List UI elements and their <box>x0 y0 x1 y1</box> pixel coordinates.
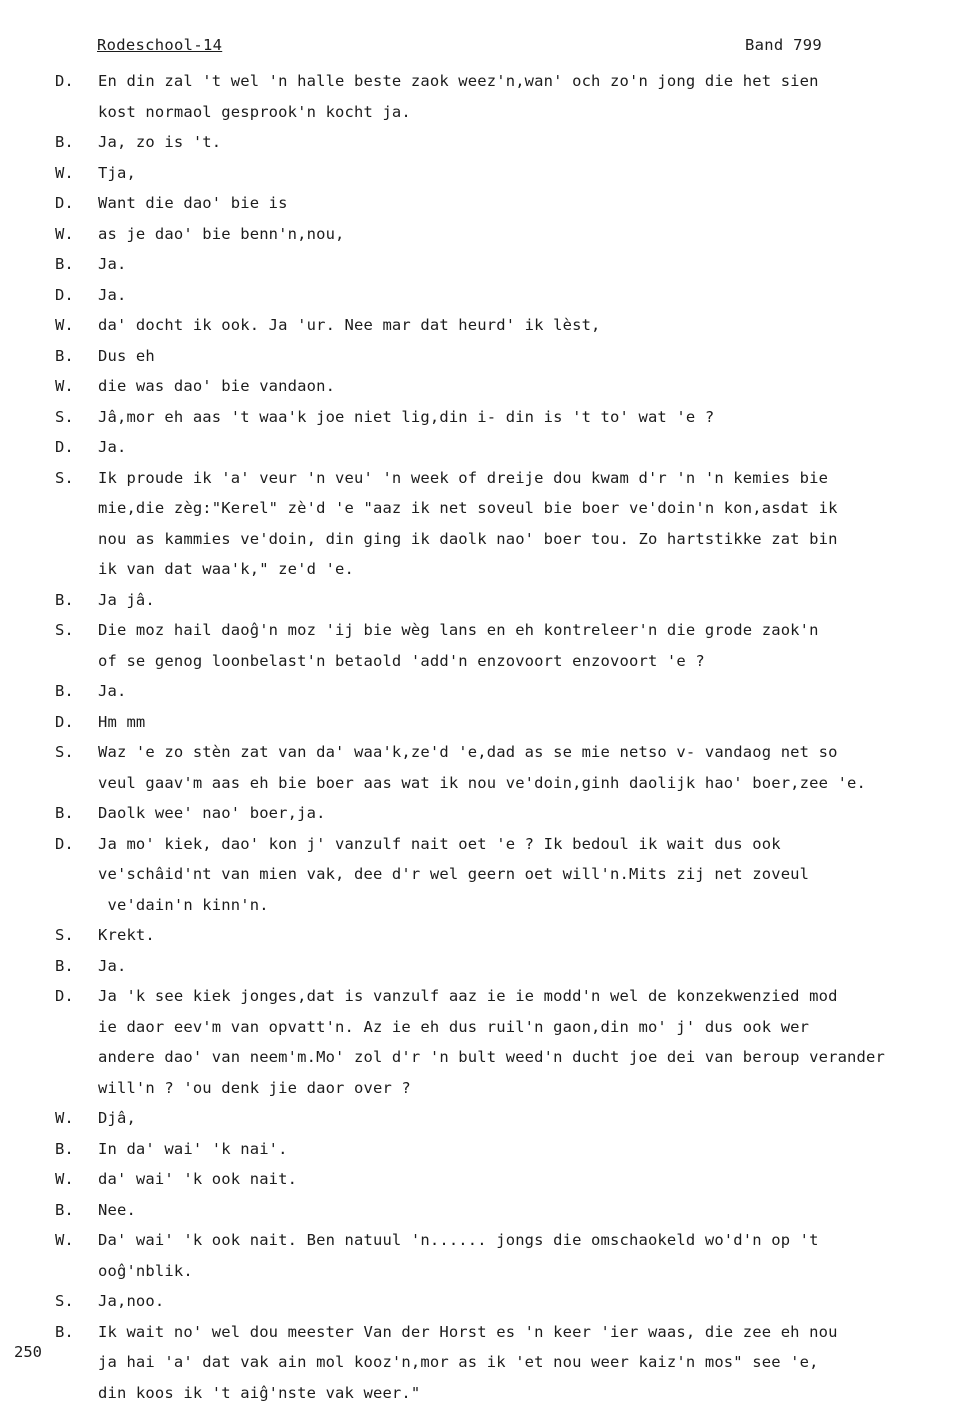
band-number: Band 799 <box>745 36 822 54</box>
transcript-turn <box>0 463 973 585</box>
utterance-line: Krekt. <box>98 920 958 951</box>
transcript-turn <box>0 1286 973 1317</box>
speaker-label: B. <box>55 1317 91 1348</box>
utterance-line: veul gaav'm aas eh bie boer aas wat ik nou ve'doin,ginh daolijk hao' boer,zee 'e. <box>98 768 958 799</box>
utterance-line: Want die dao' bie is <box>98 188 958 219</box>
transcript-turn <box>0 829 973 921</box>
transcript-turn <box>0 1103 973 1134</box>
transcript-turn <box>0 432 973 463</box>
speaker-label: B. <box>55 951 91 982</box>
utterance <box>98 219 958 250</box>
utterance-line: Nee. <box>98 1195 958 1226</box>
transcript-turn <box>0 951 973 982</box>
speaker-label: D. <box>55 280 91 311</box>
utterance-line: ve'dain'n kinn'n. <box>98 890 958 921</box>
utterance-line: In da' wai' 'k nai'. <box>98 1134 958 1165</box>
utterance <box>98 676 958 707</box>
transcript-turn <box>0 585 973 616</box>
transcript-turn <box>0 1225 973 1286</box>
utterance-line: mie,die zèg:"Kerel" zè'd 'e "aaz ik net soveul bie boer ve'doin'n kon,asdat ik <box>98 493 958 524</box>
utterance-line: Hm mm <box>98 707 958 738</box>
utterance <box>98 829 958 921</box>
utterance <box>98 188 958 219</box>
utterance-line: Ja. <box>98 249 958 280</box>
speaker-label: W. <box>55 310 91 341</box>
transcript-turn <box>0 280 973 311</box>
utterance <box>98 402 958 433</box>
transcript-turn <box>0 249 973 280</box>
speaker-label: S. <box>55 402 91 433</box>
utterance-line: Ja,noo. <box>98 1286 958 1317</box>
utterance <box>98 1103 958 1134</box>
transcript-turn <box>0 615 973 676</box>
document-title: Rodeschool-14 <box>97 36 222 54</box>
utterance-line: Die moz hail daoĝ'n moz 'ij bie wèg lans en eh kontreleer'n die grode zaok'n <box>98 615 958 646</box>
utterance-line: Ja jâ. <box>98 585 958 616</box>
utterance <box>98 981 958 1103</box>
transcript-turn <box>0 981 973 1103</box>
speaker-label: D. <box>55 707 91 738</box>
utterance <box>98 341 958 372</box>
margin-page-number: 250 <box>14 1343 42 1361</box>
transcript-turn <box>0 1164 973 1195</box>
utterance-line: Ja. <box>98 951 958 982</box>
utterance <box>98 615 958 676</box>
utterance <box>98 707 958 738</box>
utterance-line: ve'schâid'nt van mien vak, dee d'r wel geern oet will'n.Mits zij net zoveul <box>98 859 958 890</box>
utterance-line: din koos ik 't aiĝ'nste vak weer." <box>98 1378 958 1408</box>
speaker-label: S. <box>55 463 91 494</box>
transcript-turn <box>0 402 973 433</box>
utterance <box>98 310 958 341</box>
speaker-label: B. <box>55 127 91 158</box>
transcript-turn <box>0 707 973 738</box>
utterance-line: Ja 'k see kiek jonges,dat is vanzulf aaz ie ie modd'n wel de konzekwenzied mod <box>98 981 958 1012</box>
speaker-label: B. <box>55 585 91 616</box>
utterance <box>98 1317 958 1408</box>
utterance-line: Daolk wee' nao' boer,ja. <box>98 798 958 829</box>
transcript-turn <box>0 1317 973 1408</box>
utterance <box>98 1195 958 1226</box>
transcript-body <box>0 66 973 1408</box>
utterance <box>98 585 958 616</box>
utterance <box>98 463 958 585</box>
utterance-line: die was dao' bie vandaon. <box>98 371 958 402</box>
speaker-label: S. <box>55 920 91 951</box>
utterance <box>98 920 958 951</box>
utterance <box>98 249 958 280</box>
speaker-label: D. <box>55 432 91 463</box>
transcript-turn <box>0 219 973 250</box>
speaker-label: B. <box>55 798 91 829</box>
utterance-line: nou as kammies ve'doin, din ging ik daolk nao' boer tou. Zo hartstikke zat bin <box>98 524 958 555</box>
speaker-label: S. <box>55 615 91 646</box>
speaker-label: D. <box>55 829 91 860</box>
transcript-turn <box>0 127 973 158</box>
utterance <box>98 432 958 463</box>
transcript-turn <box>0 310 973 341</box>
transcript-turn <box>0 66 973 127</box>
utterance <box>98 1134 958 1165</box>
utterance-line: of se genog loonbelast'n betaold 'add'n enzovoort enzovoort 'e ? <box>98 646 958 677</box>
utterance-line: will'n ? 'ou denk jie daor over ? <box>98 1073 958 1104</box>
speaker-label: B. <box>55 1195 91 1226</box>
transcript-turn <box>0 1134 973 1165</box>
utterance <box>98 1225 958 1286</box>
utterance-line: ie daor eev'm van opvatt'n. Az ie eh dus ruil'n gaon,din mo' j' dus ook wer <box>98 1012 958 1043</box>
speaker-label: B. <box>55 249 91 280</box>
speaker-label: D. <box>55 188 91 219</box>
transcript-turn <box>0 920 973 951</box>
utterance-line: ooĝ'nblik. <box>98 1256 958 1287</box>
utterance-line: Waz 'e zo stèn zat van da' waa'k,ze'd 'e,dad as se mie netso v- vandaog net so <box>98 737 958 768</box>
utterance <box>98 280 958 311</box>
speaker-label: S. <box>55 737 91 768</box>
utterance <box>98 1286 958 1317</box>
transcript-turn <box>0 737 973 798</box>
transcript-turn <box>0 371 973 402</box>
utterance-line: as je dao' bie benn'n,nou, <box>98 219 958 250</box>
utterance-line: Ja. <box>98 676 958 707</box>
speaker-label: W. <box>55 1103 91 1134</box>
utterance-line: Da' wai' 'k ook nait. Ben natuul 'n...... jongs die omschaokeld wo'd'n op 't <box>98 1225 958 1256</box>
transcript-turn <box>0 1195 973 1226</box>
utterance <box>98 66 958 127</box>
utterance-line: da' wai' 'k ook nait. <box>98 1164 958 1195</box>
utterance-line: Dus eh <box>98 341 958 372</box>
utterance <box>98 127 958 158</box>
utterance-line: ja hai 'a' dat vak ain mol kooz'n,mor as ik 'et nou weer kaiz'n mos" see 'e, <box>98 1347 958 1378</box>
utterance-line: En din zal 't wel 'n halle beste zaok weez'n,wan' och zo'n jong die het sien <box>98 66 958 97</box>
utterance <box>98 737 958 798</box>
transcript-turn <box>0 798 973 829</box>
utterance-line: Ik proude ik 'a' veur 'n veu' 'n week of dreije dou kwam d'r 'n 'n kemies bie <box>98 463 958 494</box>
speaker-label: B. <box>55 676 91 707</box>
utterance <box>98 798 958 829</box>
utterance-line: Tja, <box>98 158 958 189</box>
speaker-label: S. <box>55 1286 91 1317</box>
utterance <box>98 158 958 189</box>
utterance-line: andere dao' van neem'm.Mo' zol d'r 'n bult weed'n ducht joe dei van beroup verander <box>98 1042 958 1073</box>
speaker-label: B. <box>55 1134 91 1165</box>
speaker-label: W. <box>55 158 91 189</box>
utterance <box>98 1164 958 1195</box>
transcript-turn <box>0 676 973 707</box>
speaker-label: D. <box>55 981 91 1012</box>
utterance-line: Ja. <box>98 280 958 311</box>
utterance-line: kost normaol gesprook'n kocht ja. <box>98 97 958 128</box>
transcript-turn <box>0 341 973 372</box>
speaker-label: W. <box>55 371 91 402</box>
utterance-line: Ik wait no' wel dou meester Van der Horst es 'n keer 'ier waas, die zee eh nou <box>98 1317 958 1348</box>
speaker-label: W. <box>55 1164 91 1195</box>
utterance <box>98 371 958 402</box>
utterance-line: ik van dat waa'k," ze'd 'e. <box>98 554 958 585</box>
speaker-label: D. <box>55 66 91 97</box>
utterance <box>98 951 958 982</box>
utterance-line: Ja. <box>98 432 958 463</box>
speaker-label: W. <box>55 1225 91 1256</box>
transcript-turn <box>0 188 973 219</box>
utterance-line: Ja, zo is 't. <box>98 127 958 158</box>
transcript-turn <box>0 158 973 189</box>
utterance-line: Jâ,mor eh aas 't waa'k joe niet lig,din i- din is 't to' wat 'e ? <box>98 402 958 433</box>
utterance-line: da' docht ik ook. Ja 'ur. Nee mar dat heurd' ik lèst, <box>98 310 958 341</box>
speaker-label: W. <box>55 219 91 250</box>
speaker-label: B. <box>55 341 91 372</box>
utterance-line: Ja mo' kiek, dao' kon j' vanzulf nait oet 'e ? Ik bedoul ik wait dus ook <box>98 829 958 860</box>
utterance-line: Djâ, <box>98 1103 958 1134</box>
